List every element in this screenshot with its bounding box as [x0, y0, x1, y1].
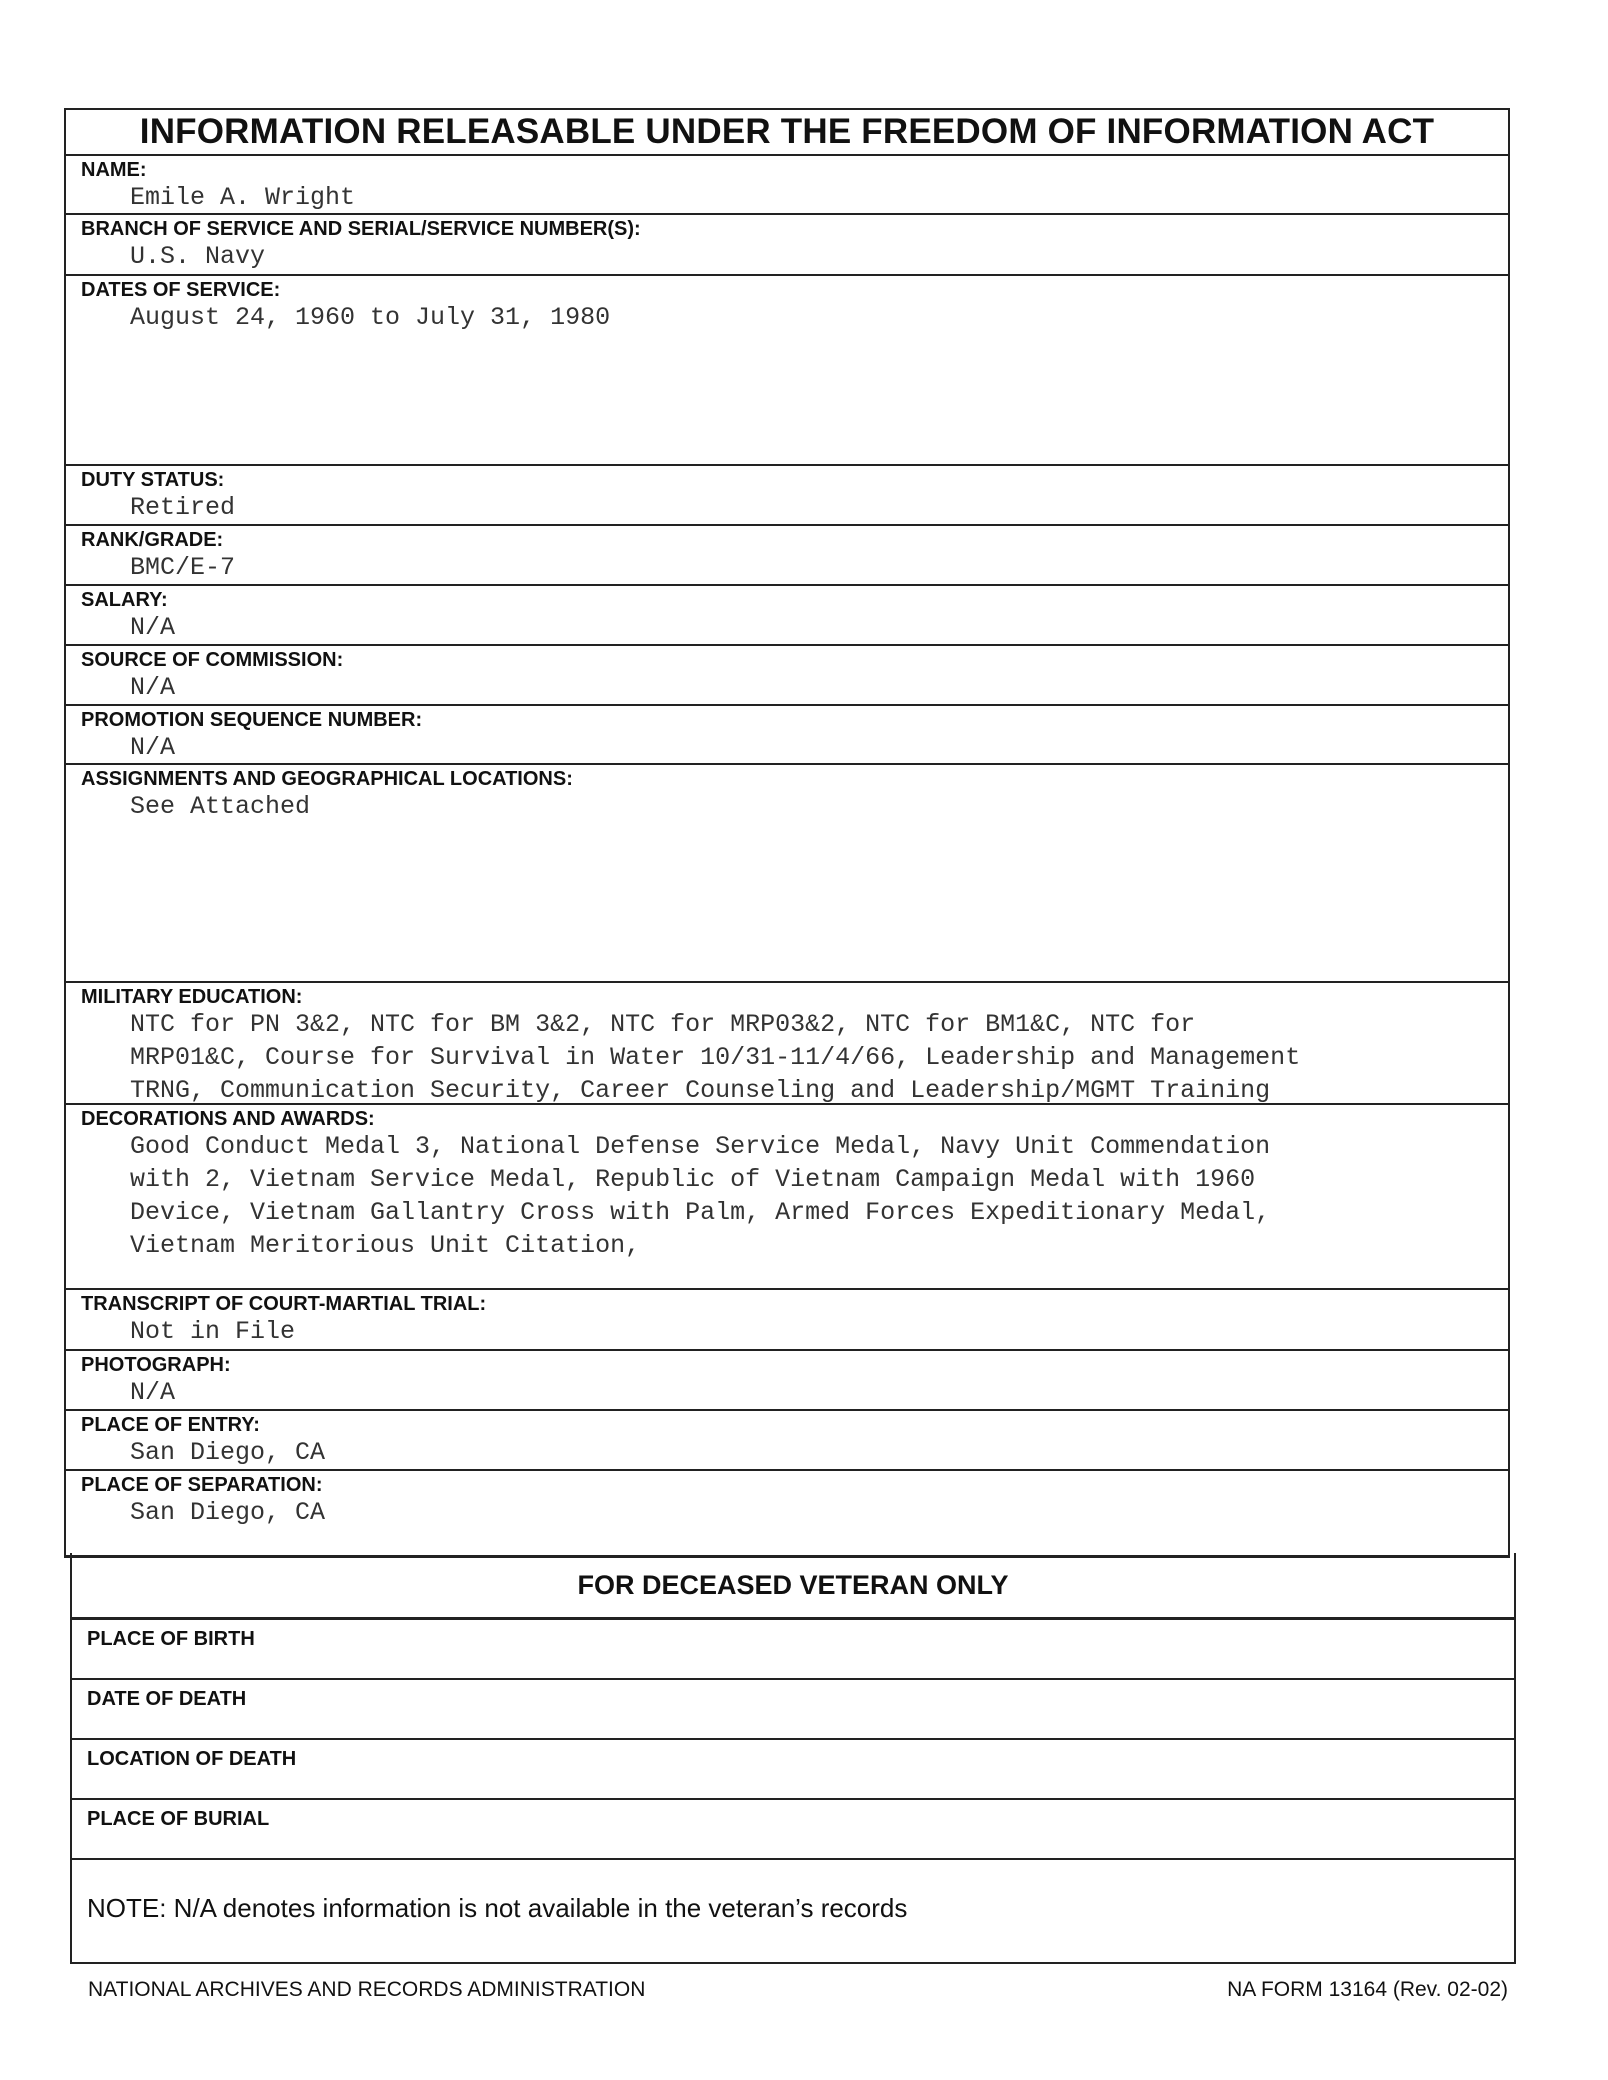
field-place-of-birth [72, 1620, 1514, 1680]
field-value-line: Vietnam Meritorious Unit Citation, [130, 1231, 641, 1260]
page-footer [88, 1978, 1508, 2002]
field-value-line: with 2, Vietnam Service Medal, Republic of Vietnam Campaign Medal with 1960 [130, 1165, 1256, 1194]
field-value: San Diego, CA [130, 1498, 326, 1527]
field-value-line: Device, Vietnam Gallantry Cross with Palm, Armed Forces Expeditionary Medal, [130, 1198, 1271, 1227]
field-date-of-death [72, 1680, 1514, 1740]
field-label: SALARY: [81, 589, 168, 611]
field-duty-status [66, 466, 1508, 526]
form-title: INFORMATION RELEASABLE UNDER THE FREEDOM OF INFORMATION ACT [66, 110, 1508, 156]
field-assignments [66, 765, 1508, 983]
field-label: PROMOTION SEQUENCE NUMBER: [81, 709, 423, 731]
field-value: N/A [130, 673, 176, 702]
agency-name: NATIONAL ARCHIVES AND RECORDS ADMINISTRATION [88, 1978, 646, 2001]
field-value: N/A [130, 613, 176, 642]
field-rank-grade [66, 526, 1508, 586]
field-location-of-death [72, 1740, 1514, 1800]
form-number: NA FORM 13164 (Rev. 02-02) [1227, 1978, 1508, 2001]
field-decorations-awards [66, 1105, 1508, 1290]
field-value: Retired [130, 493, 236, 522]
field-label: ASSIGNMENTS AND GEOGRAPHICAL LOCATIONS: [81, 768, 573, 790]
field-label: DECORATIONS AND AWARDS: [81, 1108, 375, 1130]
field-source-of-commission [66, 646, 1508, 706]
field-label: PLACE OF ENTRY: [81, 1414, 260, 1436]
field-label: RANK/GRADE: [81, 529, 224, 551]
field-label: DATE OF DEATH [87, 1688, 247, 1710]
field-label: PLACE OF BURIAL [87, 1808, 270, 1830]
field-value: N/A [130, 1378, 176, 1407]
field-value-line: TRNG, Communication Security, Career Counseling and Leadership/MGMT Training [130, 1076, 1271, 1105]
deceased-section-heading: FOR DECEASED VETERAN ONLY [72, 1553, 1514, 1620]
field-value: U.S. Navy [130, 242, 266, 271]
field-value-line: NTC for PN 3&2, NTC for BM 3&2, NTC for MRP03&2, NTC for BM1&C, NTC for [130, 1010, 1196, 1039]
field-value: See Attached [130, 792, 311, 821]
field-photograph [66, 1351, 1508, 1411]
field-value: N/A [130, 733, 176, 762]
field-salary [66, 586, 1508, 646]
field-promotion-sequence [66, 706, 1508, 765]
field-branch [66, 215, 1508, 276]
field-value-line: MRP01&C, Course for Survival in Water 10/31-11/4/66, Leadership and Management [130, 1043, 1301, 1072]
field-value: August 24, 1960 to July 31, 1980 [130, 303, 611, 332]
field-label: PLACE OF BIRTH [87, 1628, 255, 1650]
field-label: TRANSCRIPT OF COURT-MARTIAL TRIAL: [81, 1293, 487, 1315]
field-label: BRANCH OF SERVICE AND SERIAL/SERVICE NUMBER(S): [81, 218, 641, 240]
field-value: Emile A. Wright [130, 183, 356, 212]
field-label: DUTY STATUS: [81, 469, 225, 491]
field-value: BMC/E-7 [130, 553, 236, 582]
field-label: DATES OF SERVICE: [81, 279, 281, 301]
foia-form [64, 108, 1510, 1558]
field-value: Not in File [130, 1317, 296, 1346]
field-label: PLACE OF SEPARATION: [81, 1474, 323, 1496]
field-value-line: Good Conduct Medal 3, National Defense Service Medal, Navy Unit Commendation [130, 1132, 1271, 1161]
field-label: SOURCE OF COMMISSION: [81, 649, 344, 671]
field-label: PHOTOGRAPH: [81, 1354, 231, 1376]
field-label: MILITARY EDUCATION: [81, 986, 303, 1008]
field-label: NAME: [81, 159, 147, 181]
field-value: San Diego, CA [130, 1438, 326, 1467]
field-place-of-separation [66, 1471, 1508, 1558]
field-name [66, 156, 1508, 215]
field-place-of-burial [72, 1800, 1514, 1860]
field-label: LOCATION OF DEATH [87, 1748, 297, 1770]
field-court-martial-transcript [66, 1290, 1508, 1351]
deceased-veteran-section [70, 1553, 1516, 1964]
note-text: NOTE: N/A denotes information is not available in the veteran’s records [87, 1892, 908, 1923]
field-dates-of-service [66, 276, 1508, 466]
field-place-of-entry [66, 1411, 1508, 1471]
field-military-education [66, 983, 1508, 1105]
